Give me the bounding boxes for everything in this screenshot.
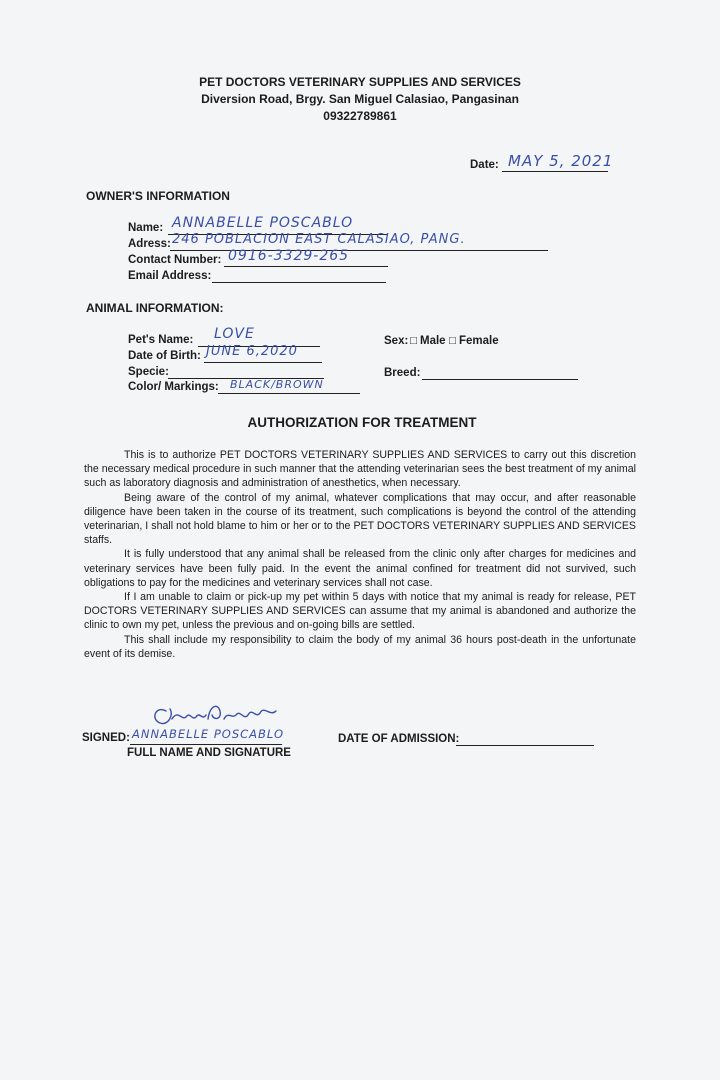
sex-label: Sex: — [384, 335, 409, 347]
signed-line — [130, 744, 282, 745]
owner-address-line — [170, 250, 548, 251]
date-label: Date: — [470, 159, 499, 171]
color-line — [218, 393, 360, 394]
admission-line — [456, 745, 594, 746]
sex-female-label: Female — [459, 335, 499, 347]
animal-section-title: ANIMAL INFORMATION: — [86, 301, 224, 315]
dob-label: Date of Birth: — [128, 350, 201, 362]
dob-value[interactable]: JUNE 6,2020 — [206, 344, 298, 359]
paragraph-post-death: This shall include my responsibility to claim the body of my animal 36 hours post-death in the unfortunate event of its demise. — [84, 633, 636, 660]
owner-address-value[interactable]: 246 POBLACION EAST CALASIAO, PANG. — [172, 232, 466, 247]
sex-male-label: Male — [420, 335, 446, 347]
sex-male-checkbox[interactable]: □ — [410, 335, 417, 347]
owner-contact-label: Contact Number: — [128, 254, 222, 266]
paragraph-release: It is fully understood that any animal shall be released from the clinic only after charges for medicines and veterinary services have been fully paid. In the event the animal confined for treatment did not survived, such obligations to pay for the medicines and veterinary services shall not case. — [84, 548, 636, 589]
authorization-title: AUTHORIZATION FOR TREATMENT — [247, 415, 477, 430]
owner-email-label: Email Address: — [128, 270, 212, 282]
dob-line — [204, 362, 322, 363]
handwritten-signature — [148, 697, 288, 731]
owner-section-title: OWNER'S INFORMATION — [86, 189, 230, 203]
paragraph-authorize: This is to authorize PET DOCTORS VETERINARY SUPPLIES AND SERVICES to carry out this discretion the necessary medical procedure in such manner that the attending veterinarian sees the best treatment of my animal such as laboratory diagnosis and administration of anesthetics, when necessary. — [84, 449, 636, 490]
full-name-label: FULL NAME AND SIGNATURE — [127, 747, 291, 759]
color-label: Color/ Markings: — [128, 381, 219, 393]
company-phone: 09322789861 — [323, 109, 397, 123]
date-line — [502, 171, 608, 172]
company-address: Diversion Road, Brgy. San Miguel Calasiao, Pangasinan — [201, 92, 519, 106]
sex-female-checkbox[interactable]: □ — [449, 335, 456, 347]
owner-email-line — [212, 282, 386, 283]
color-value[interactable]: BLACK/BROWN — [230, 378, 324, 391]
paragraph-abandonment: If I am unable to claim or pick-up my pet within 5 days with notice that my animal is ready for release, PET DOCTORS VETERINARY SUPPLIES AND SERVICES can assume that my animal is abandoned and authorize the clinic to own my pet, unless the previous and on-going bills are settled. — [84, 591, 636, 632]
date-value[interactable]: MAY 5, 2021 — [508, 152, 614, 170]
pet-name-label: Pet's Name: — [128, 334, 194, 346]
signed-label: SIGNED: — [82, 732, 130, 744]
owner-contact-value[interactable]: 0916-3329-265 — [228, 248, 350, 264]
owner-name-label: Name: — [128, 222, 164, 234]
breed-label: Breed: — [384, 367, 421, 379]
pet-name-value[interactable]: LOVE — [214, 326, 255, 342]
specie-label: Specie: — [128, 366, 169, 378]
paragraph-complications: Being aware of the control of my animal, whatever complications that may occur, and after reasonable diligence have been taken in the course of its treatment, such complications is beyond the control of the attending veterinarian, I shall not hold blame to him or her or to the PET DOCTORS VETERINARY SUPPLIES AND SERVICES staffs. — [84, 491, 636, 547]
admission-label: DATE OF ADMISSION: — [338, 733, 460, 745]
owner-name-value[interactable]: ANNABELLE POSCABLO — [172, 215, 354, 231]
signed-name-value[interactable]: ANNABELLE POSCABLO — [132, 727, 285, 741]
owner-address-label: Adress: — [128, 238, 171, 250]
authorization-body — [84, 448, 636, 661]
company-name: PET DOCTORS VETERINARY SUPPLIES AND SERVICES — [199, 75, 521, 89]
breed-line — [422, 379, 578, 380]
owner-contact-line — [224, 266, 388, 267]
